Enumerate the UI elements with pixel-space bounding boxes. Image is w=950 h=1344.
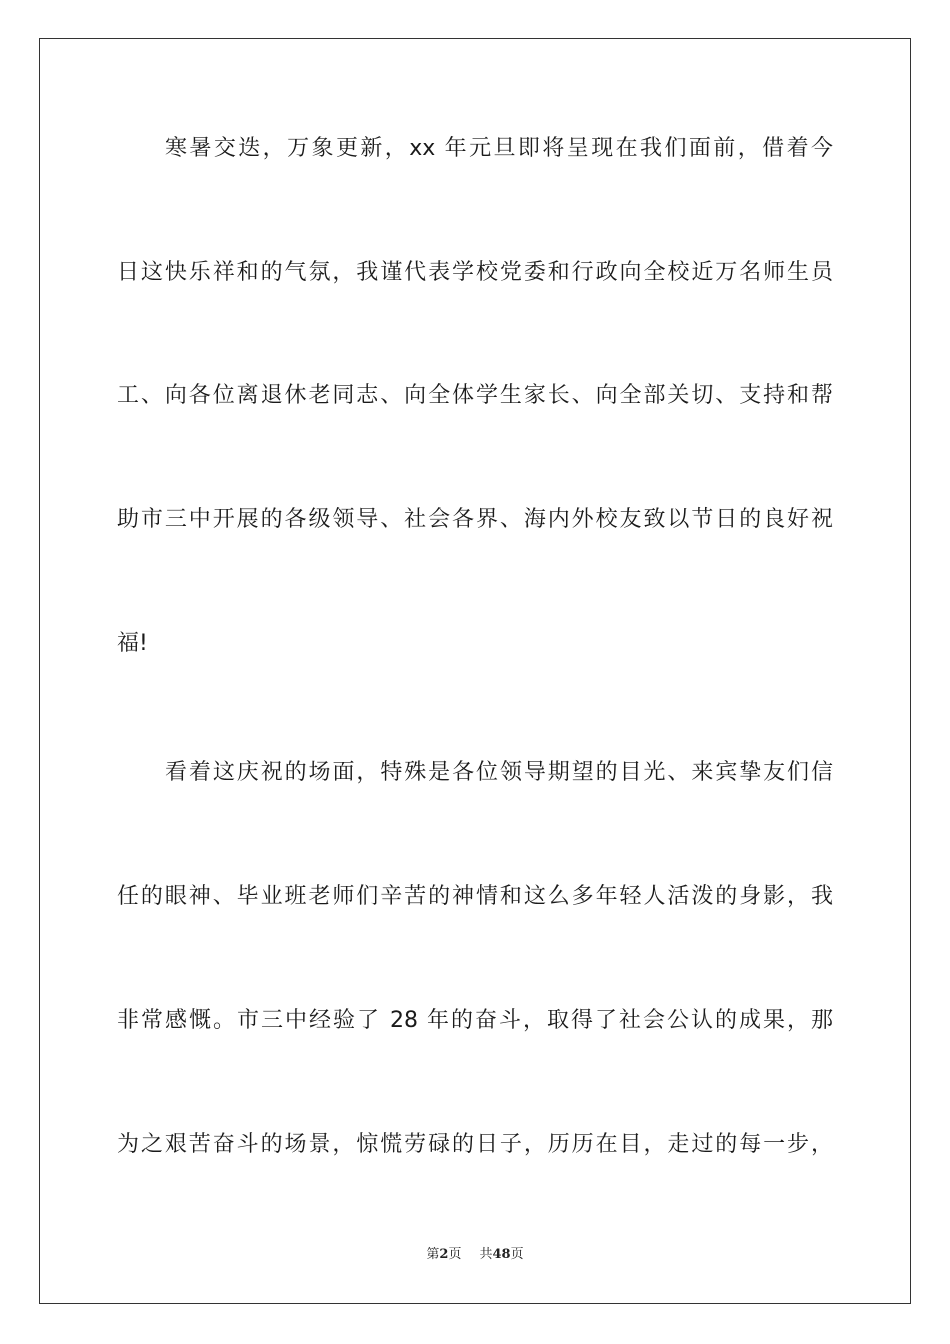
paragraph-1-line-2: 日这快乐祥和的气氛，我谨代表学校党委和行政向全校近万名师生员 — [117, 260, 833, 285]
page-footer — [0, 1246, 950, 1264]
footer-page-suffix: 页 — [448, 1247, 462, 1262]
paragraph-2-line-2: 任的眼神、毕业班老师们辛苦的神情和这么多年轻人活泼的身影，我 — [117, 884, 833, 909]
footer-total-prefix: 共 — [479, 1247, 493, 1262]
footer-page-prefix: 第 — [426, 1247, 440, 1262]
paragraph-2-line-3: 非常感慨。市三中经验了 28 年的奋斗，取得了社会公认的成果，那 — [117, 1008, 833, 1033]
paragraph-1-line-4: 助市三中开展的各级领导、社会各界、海内外校友致以节日的良好祝 — [117, 507, 833, 532]
paragraph-1-line-3: 工、向各位离退休老同志、向全体学生家长、向全部关切、支持和帮 — [117, 383, 833, 408]
footer-total-suffix: 页 — [510, 1247, 524, 1262]
page-border — [39, 38, 911, 1304]
paragraph-2-line-1: 看着这庆祝的场面，特殊是各位领导期望的目光、来宾挚友们信 — [165, 760, 833, 785]
paragraph-1-line-1: 寒暑交迭，万象更新，xx 年元旦即将呈现在我们面前，借着今 — [165, 136, 833, 161]
footer-page-number: 2 — [439, 1247, 449, 1262]
paragraph-1-line-5: 福! — [117, 631, 148, 656]
paragraph-2-line-4: 为之艰苦奋斗的场景，惊慌劳碌的日子，历历在目，走过的每一步， — [117, 1132, 833, 1157]
footer-total-pages: 48 — [492, 1247, 511, 1262]
